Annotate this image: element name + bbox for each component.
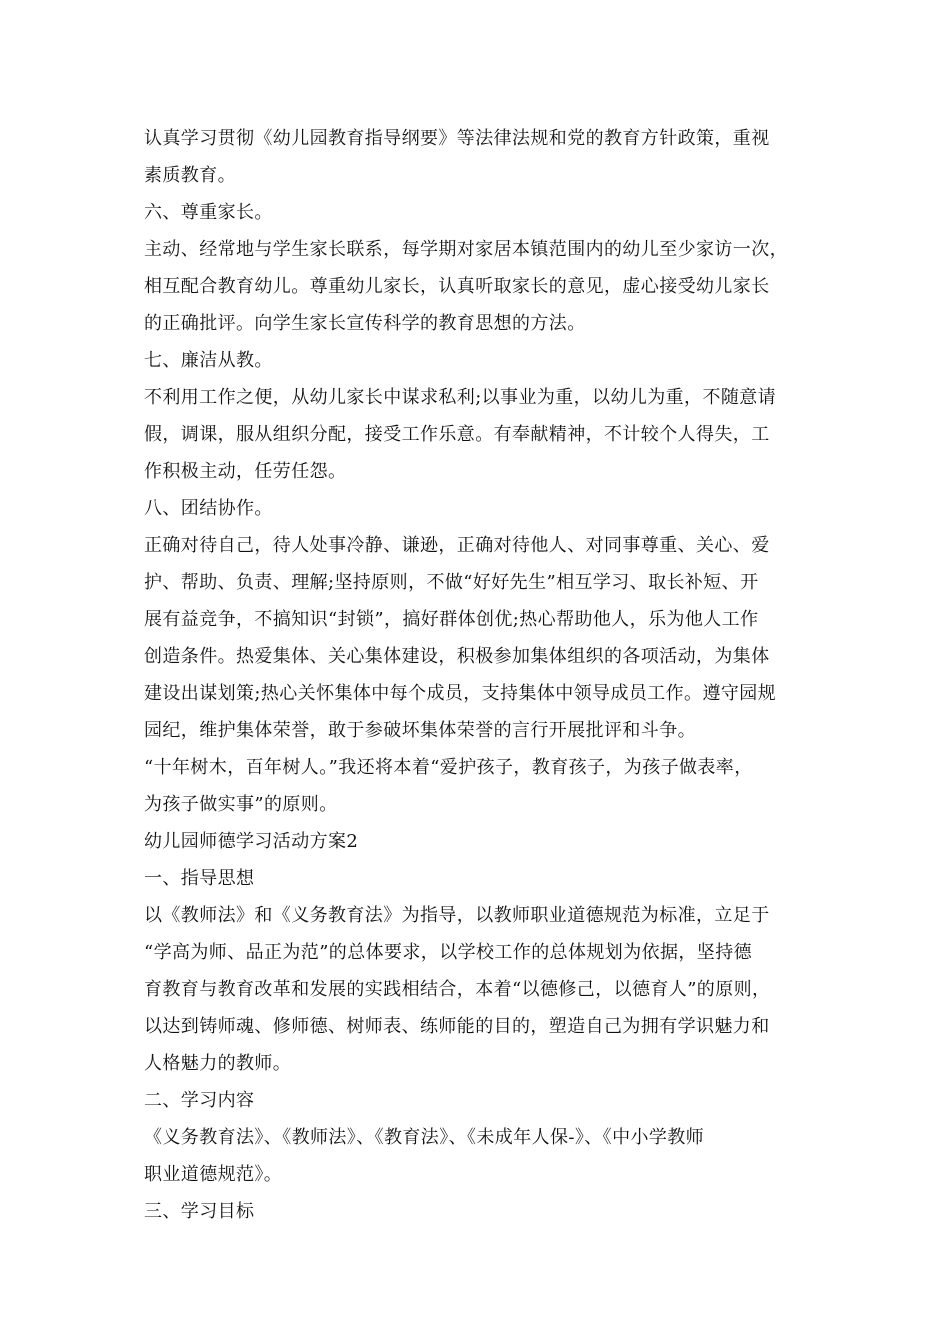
text-line: 育教育与教育改革和发展的实践相结合，本着“以德修己，以德育人”的原则， xyxy=(144,979,771,1000)
text-line: 假，调课，服从组织分配，接受工作乐意。有奉献精神，不计较个人得失，工 xyxy=(144,424,770,445)
text-line: 人格魅力的教师。 xyxy=(144,1053,292,1074)
text-line: 以《教师法》和《义务教育法》为指导，以教师职业道德规范为标准，立足于 xyxy=(144,905,770,926)
text-line: 相互配合教育幼儿。尊重幼儿家长，认真听取家长的意见，虚心接受幼儿家长 xyxy=(144,276,770,297)
text-line: 不利用工作之便，从幼儿家长中谋求私利;以事业为重，以幼儿为重，不随意请 xyxy=(144,387,777,408)
section-heading: 八、团结协作。 xyxy=(144,498,273,519)
text-line: 园纪，维护集体荣誉，敢于参破坏集体荣誉的言行开展批评和斗争。 xyxy=(144,720,696,741)
section-heading: 二、学习内容 xyxy=(144,1090,255,1111)
text-line: 的正确批评。向学生家长宣传科学的教育思想的方法。 xyxy=(144,313,586,334)
text-line: 建设出谋划策;热心关怀集体中每个成员，支持集体中领导成员工作。遵守园规 xyxy=(144,683,777,704)
text-line: “学高为师、品正为范”的总体要求，以学校工作的总体规划为依据，坚持德 xyxy=(144,942,753,963)
document-body xyxy=(144,120,814,1230)
text-line: 为孩子做实事”的原则。 xyxy=(144,794,338,815)
section-heading: 一、指导思想 xyxy=(144,868,255,889)
text-line: 护、帮助、负责、理解;坚持原则，不做“好好先生”相互学习、取长补短、开 xyxy=(144,572,759,593)
text-line: 《义务教育法》、《教师法》、《教育法》、《未成年人保-》、《中小学教师 xyxy=(144,1127,705,1148)
text-line: 作积极主动，任劳任怨。 xyxy=(144,461,347,482)
text-line: 职业道德规范》。 xyxy=(144,1164,283,1185)
text-line: 以达到铸师魂、修师德、树师表、练师能的目的，塑造自己为拥有学识魅力和 xyxy=(144,1016,770,1037)
text-line: 认真学习贯彻《幼儿园教育指导纲要》等法律法规和党的教育方针政策，重视 xyxy=(144,128,770,149)
text-line: 正确对待自己，待人处事冷静、谦逊，正确对待他人、对同事尊重、关心、爱 xyxy=(144,535,770,556)
text-line: 展有益竞争，不搞知识“封锁”，搞好群体创优;热心帮助他人，乐为他人工作 xyxy=(144,609,759,630)
text-line: 素质教育。 xyxy=(144,165,236,186)
section-heading: 三、学习目标 xyxy=(144,1201,255,1222)
document-title: 幼儿园师德学习活动方案2 xyxy=(144,831,359,852)
text-line: 主动、经常地与学生家长联系，每学期对家居本镇范围内的幼儿至少家访一次， xyxy=(144,239,788,260)
section-heading: 七、廉洁从教。 xyxy=(144,350,273,371)
text-line: “十年树木，百年树人。”我还将本着“爱护孩子，教育孩子，为孩子做表率， xyxy=(144,757,753,778)
section-heading: 六、尊重家长。 xyxy=(144,202,273,223)
text-line: 创造条件。热爱集体、关心集体建设，积极参加集体组织的各项活动，为集体 xyxy=(144,646,770,667)
